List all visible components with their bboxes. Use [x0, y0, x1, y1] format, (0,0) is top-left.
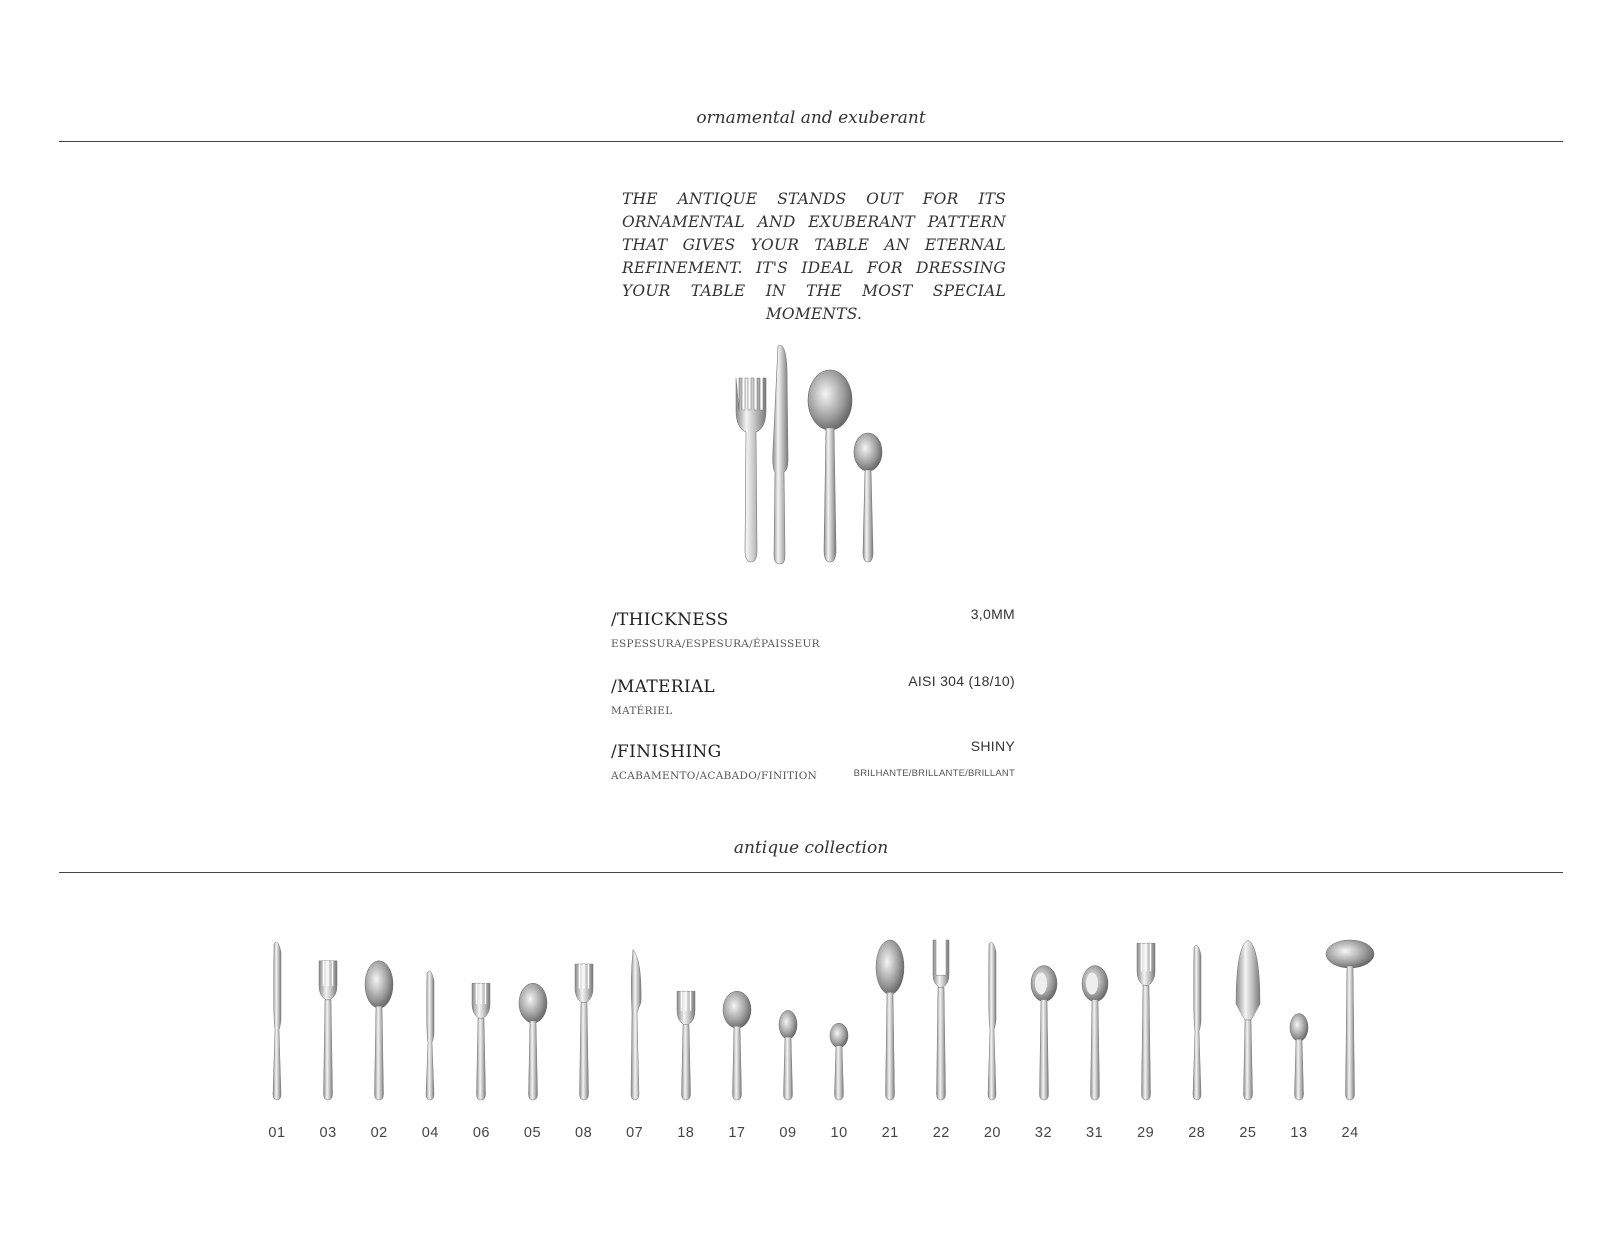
spoon-icon [712, 935, 762, 1105]
divider-collection [59, 872, 1563, 873]
collection-item-28 [1172, 935, 1222, 1150]
item-number: 07 [626, 1125, 644, 1141]
item-number: 18 [677, 1125, 695, 1141]
collection-item-05 [508, 935, 558, 1150]
item-number: 29 [1137, 1125, 1155, 1141]
item-number: 08 [575, 1125, 593, 1141]
collection-item-21 [865, 935, 915, 1150]
item-number: 13 [1290, 1125, 1308, 1141]
collection-item-08 [559, 935, 609, 1150]
item-number: 31 [1086, 1125, 1104, 1141]
item-number: 02 [370, 1125, 388, 1141]
slotted-spoon-icon [1070, 935, 1120, 1105]
collection-row [252, 935, 1376, 1150]
collection-item-04 [405, 935, 455, 1150]
fork-icon [559, 935, 609, 1105]
collection-item-10 [814, 935, 864, 1150]
spec-value: 3,0MM [970, 606, 1015, 622]
serving-fork-icon [916, 935, 966, 1105]
spec-sub-label: MATÉRIEL [611, 705, 673, 717]
spec-sub-label: ACABAMENTO/ACABADO/FINITION [611, 770, 818, 782]
item-number: 04 [421, 1125, 439, 1141]
spec-sub-label: ESPESSURA/ESPESURA/ÉPAISSEUR [611, 638, 820, 650]
collection-item-03 [303, 935, 353, 1150]
teaspoon-icon [854, 433, 882, 562]
item-number: 01 [268, 1125, 286, 1141]
divider-top [59, 141, 1563, 142]
fork-icon [736, 378, 766, 562]
spec-thickness [611, 606, 1015, 658]
item-number: 21 [881, 1125, 899, 1141]
knife-icon [405, 935, 455, 1105]
spec-value-sub: BRILHANTE/BRILLANTE/BRILLANT [853, 768, 1015, 779]
hero-cutlery-image [720, 340, 900, 570]
spoon-icon [808, 370, 852, 562]
item-number: 20 [983, 1125, 1001, 1141]
collection-item-22 [916, 935, 966, 1150]
fork-icon [456, 935, 506, 1105]
collection-item-01 [252, 935, 302, 1150]
item-number: 09 [779, 1125, 797, 1141]
section-title-collection: antique collection [733, 838, 889, 858]
knife-icon [1172, 935, 1222, 1105]
item-number: 06 [472, 1125, 490, 1141]
item-number: 32 [1034, 1125, 1053, 1141]
collection-item-20 [967, 935, 1017, 1150]
spoon-icon [865, 935, 915, 1105]
fork-icon [303, 935, 353, 1105]
collection-item-09 [763, 935, 813, 1150]
collection-item-02 [354, 935, 404, 1150]
teaspoon-icon [763, 935, 813, 1105]
item-number: 10 [830, 1125, 848, 1141]
ladle-icon [1325, 935, 1375, 1105]
collection-item-13 [1274, 935, 1324, 1150]
item-number: 25 [1239, 1125, 1257, 1141]
teaspoon-icon [1274, 935, 1324, 1105]
section-title-ornamental: ornamental and exuberant [696, 108, 926, 128]
teaspoon-icon [814, 935, 864, 1105]
spec-value: AISI 304 (18/10) [908, 673, 1015, 689]
fork-icon [1121, 935, 1171, 1105]
item-number: 03 [319, 1125, 337, 1141]
spoon-icon [508, 935, 558, 1105]
intro-paragraph: THE ANTIQUE STANDS OUT FOR ITS ORNAMENTAL AND EXUBERANT PATTERN THAT GIVES YOUR TABLE AN ETERNAL REFINEMENT. IT'S IDEAL FOR DRESSING YOUR TABLE IN THE MOST SPECIAL MOMENTS. [622, 190, 1006, 323]
salad-spoon-icon [1019, 935, 1069, 1105]
collection-item-17 [712, 935, 762, 1150]
item-number: 22 [932, 1125, 950, 1141]
cake-server-icon [1223, 935, 1273, 1105]
spec-value: SHINY [970, 738, 1015, 754]
item-number: 28 [1188, 1125, 1206, 1141]
collection-item-32 [1019, 935, 1069, 1150]
collection-item-18 [661, 935, 711, 1150]
collection-item-24 [1325, 935, 1375, 1150]
collection-item-29 [1121, 935, 1171, 1150]
knife-icon [773, 346, 788, 565]
item-number: 24 [1341, 1125, 1359, 1141]
collection-item-31 [1070, 935, 1120, 1150]
knife-icon [967, 935, 1017, 1105]
spec-label: /FINISHING [611, 742, 722, 762]
item-number: 17 [728, 1125, 746, 1141]
spoon-icon [354, 935, 404, 1105]
collection-item-06 [456, 935, 506, 1150]
collection-item-07 [610, 935, 660, 1150]
spec-finishing [611, 738, 1015, 790]
item-number: 05 [523, 1125, 542, 1141]
spec-material [611, 673, 1015, 725]
spec-label: /MATERIAL [611, 677, 716, 697]
spec-label: /THICKNESS [611, 610, 729, 630]
collection-item-25 [1223, 935, 1273, 1150]
fork-icon [661, 935, 711, 1105]
knife-icon [252, 935, 302, 1105]
fish-knife-icon [610, 935, 660, 1105]
